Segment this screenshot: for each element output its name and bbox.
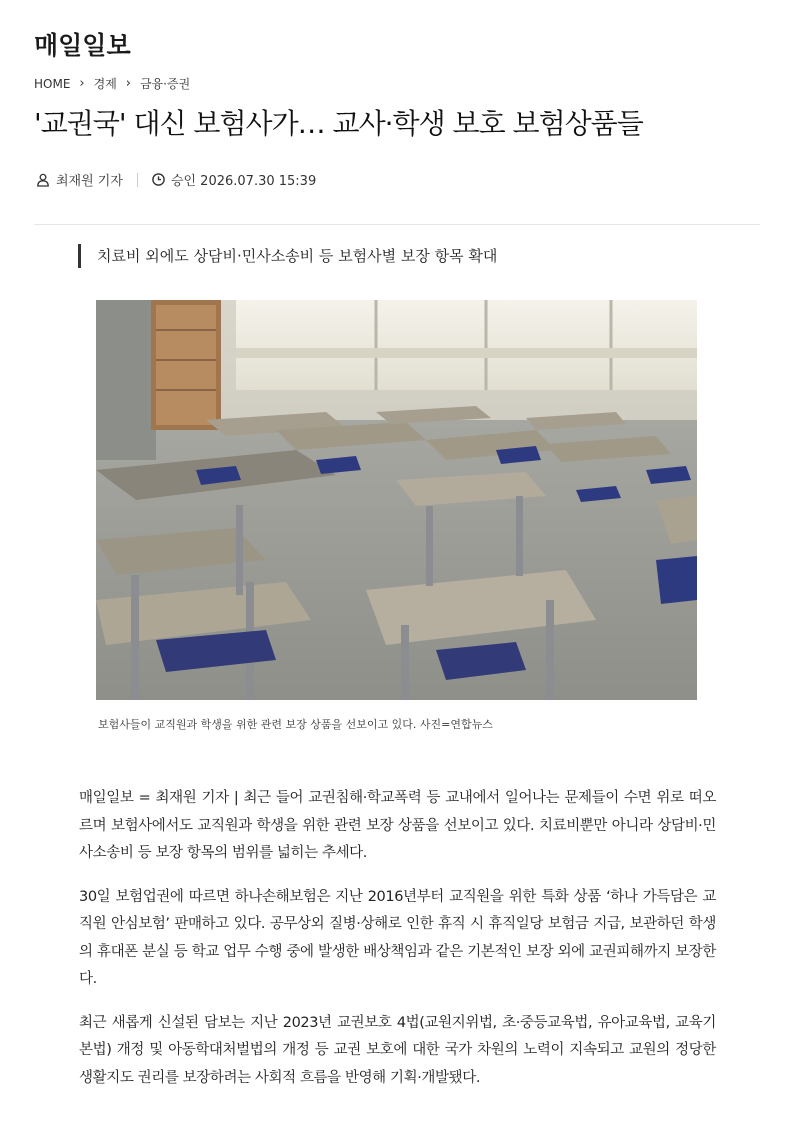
article-paragraph: 30일 보험업권에 따르면 하나손해보험은 지난 2016년부터 교직원을 위한 특화 상품 ‘하나 가득담은 교직원 안심보험’ 판매하고 있다. 공무상외 질병·상해로 인한 휴직 시 휴직일당 보험금 지급, 보관하던 학생의 휴대폰 분실 등 학교 업무 수행 중에 발생한 배상책임과 같은 기본적인 보장 외에 교권피해까지 보장한다. <box>79 888 716 987</box>
article-paragraph: 최근 새롭게 신설된 담보는 지난 2023년 교권보호 4법(교원지위법, 초·중등교육법, 유아교육법, 교육기본법) 개정 및 아동학대처벌법의 개정 등 교권 보호에 대한 국가 차원의 노력이 지속되고 교원의 정당한 생활지도 권리를 보장하려는 사회적 흐름을 반영해 기획·개발됐다. <box>79 1014 716 1086</box>
article-photo <box>96 300 697 700</box>
author-name: 최재원 기자 <box>56 174 123 189</box>
person-icon <box>36 173 50 187</box>
breadcrumb <box>34 75 190 92</box>
meta-divider <box>137 173 138 187</box>
article-body <box>79 785 716 1108</box>
breadcrumb-home[interactable]: HOME <box>34 76 71 91</box>
article-meta <box>36 170 316 189</box>
article-title: '교권국' 대신 보험사가… 교사·학생 보호 보험상품들 <box>34 107 643 140</box>
header-divider <box>34 224 760 225</box>
photo-caption: 보험사들이 교직원과 학생을 위한 관련 보장 상품을 선보이고 있다. 사진=연합뉴스 <box>98 718 493 731</box>
site-logo[interactable]: 매일일보 <box>34 31 131 60</box>
clock-icon <box>152 173 165 186</box>
chevron-right-icon: › <box>79 76 85 91</box>
chevron-right-icon: › <box>125 76 131 91</box>
breadcrumb-section[interactable]: 경제 <box>93 77 117 91</box>
article-paragraph: 매일일보 = 최재원 기자 | 최근 들어 교권침해·학교폭력 등 교내에서 일어나는 문제들이 수면 위로 떠오르며 보험사에서도 교직원과 학생을 위한 관련 보장 상품을 선보이고 있다. 치료비뿐만 아니라 상담비·민사소송비 등 보장 항목의 범위를 넓히는 추세다. <box>79 790 716 861</box>
article-subtitle: 치료비 외에도 상담비·민사소송비 등 보험사별 보장 항목 확대 <box>78 244 497 268</box>
breadcrumb-subsection[interactable]: 금융·증권 <box>140 77 191 91</box>
published-time: 승인 2026.07.30 15:39 <box>170 174 317 189</box>
